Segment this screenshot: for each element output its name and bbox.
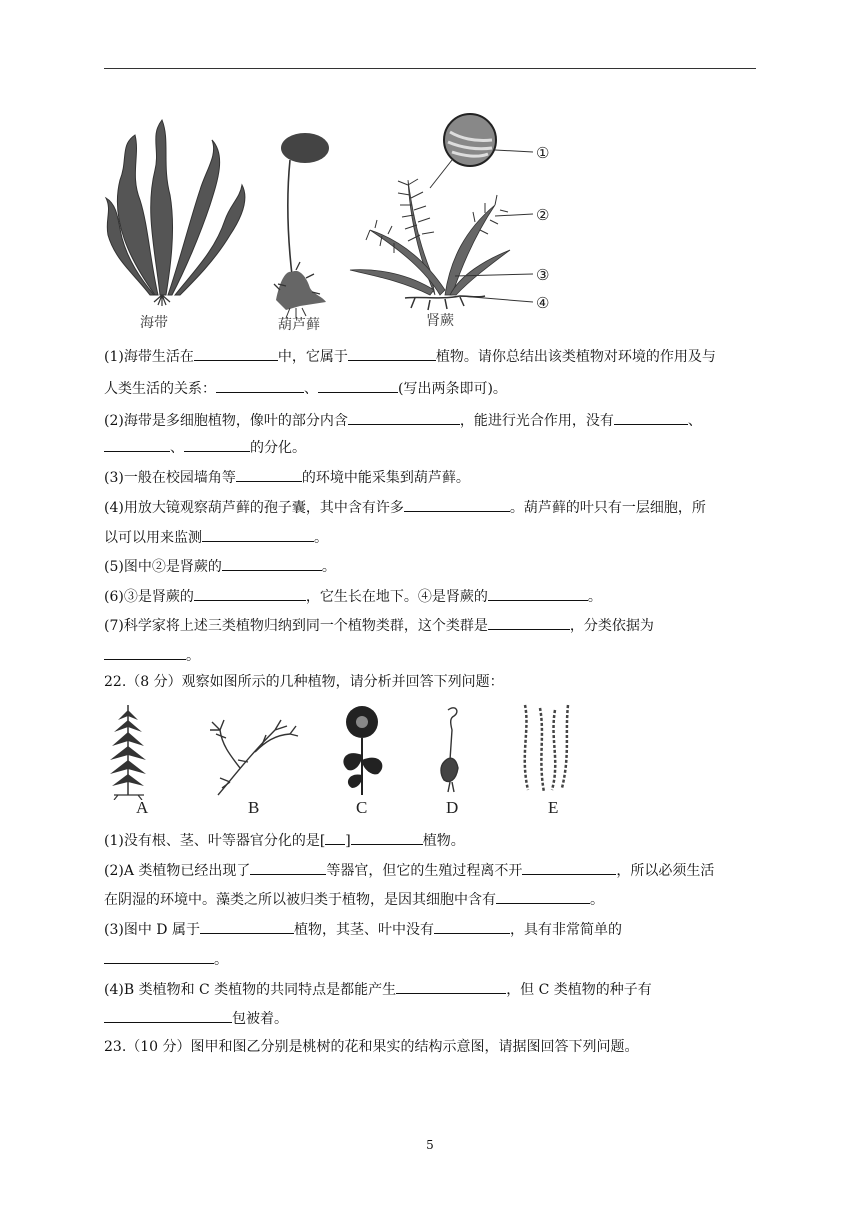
header-rule [104,68,756,69]
caption-fern: 肾蕨 [426,313,454,329]
q22-title: 22.（8 分）观察如图所示的几种植物，请分析并回答下列问题： [104,674,504,690]
plant-e-algae [525,705,568,792]
caption-moss: 葫芦藓 [278,317,320,333]
q21-line-8: (5)图中②是肾蕨的 。 [104,556,336,576]
label-b: B [248,798,260,817]
fern-illustration [350,180,510,295]
plant-a-fern [110,705,146,800]
moss-illustration [274,133,329,318]
label-e: E [548,798,559,817]
figure-plants-a-to-e [100,700,580,800]
label-c: C [356,798,368,817]
callout-3: ③ [536,266,550,284]
label-d: D [446,798,459,817]
q21-line-6: (4)用放大镜观察葫芦藓的孢子囊，其中含有许多 。葫芦藓的叶只有一层细胞，所 [104,497,706,517]
figure-kelp-moss-fern [100,110,560,335]
kelp-holdfast [154,295,170,306]
caption-kelp: 海带 [140,315,168,331]
q21-line-2: 人类生活的关系： 、 (写出两条即可)。 [104,378,507,398]
plant-b-pine [210,720,298,795]
page-number: 5 [426,1138,434,1152]
q22-line-1: (1)没有根、茎、叶等器官分化的是[ ] 植物。 [104,830,465,850]
callout-1: ① [536,144,550,162]
q21-line-1: (1)海带生活在 中，它属于 植物。请你总结出该类植物对环境的作用及与 [104,346,716,366]
q22-line-4: (3)图中 D 属于 植物，其茎、叶中没有 ，具有非常简单的 [104,919,622,939]
fern-rhizome [405,296,485,310]
q21-line-5: (3)一般在校园墙角等 的环境中能采集到葫芦藓。 [104,467,470,487]
q21-line-4: 、 的分化。 [104,437,306,457]
label-a: A [136,798,149,817]
callout-4: ④ [536,294,550,312]
q22-line-2: (2)A 类植物已经出现了 等器官，但它的生殖过程离不开 ，所以必须生活 [104,860,714,880]
plant-c-flower [343,706,382,795]
q21-line-10: (7)科学家将上述三类植物归纳到同一个植物类群，这个类群是 ，分类依据为 [104,615,654,635]
kelp-illustration [106,120,245,295]
q23-title: 23.（10 分）图甲和图乙分别是桃树的花和果实的结构示意图，请据图回答下列问题。 [104,1039,639,1055]
q22-line-7: 包被着。 [104,1008,288,1028]
q22-line-5: 。 [104,949,228,969]
q21-line-11: 。 [104,645,200,665]
fern-magnifier [430,114,496,188]
callout-2: ② [536,206,550,224]
plant-d-moss [441,708,458,792]
q21-line-7: 以可以用来监测 。 [104,527,328,547]
q21-line-9: (6)③是肾蕨的 ，它生长在地下。④是肾蕨的 。 [104,586,602,606]
q22-line-3: 在阴湿的环境中。藻类之所以被归类于植物，是因其细胞中含有 。 [104,889,604,909]
q21-line-3: (2)海带是多细胞植物，像叶的部分内含 ，能进行光合作用，没有 、 [104,410,702,430]
q22-line-6: (4)B 类植物和 C 类植物的共同特点是都能产生 ，但 C 类植物的种子有 [104,979,652,999]
